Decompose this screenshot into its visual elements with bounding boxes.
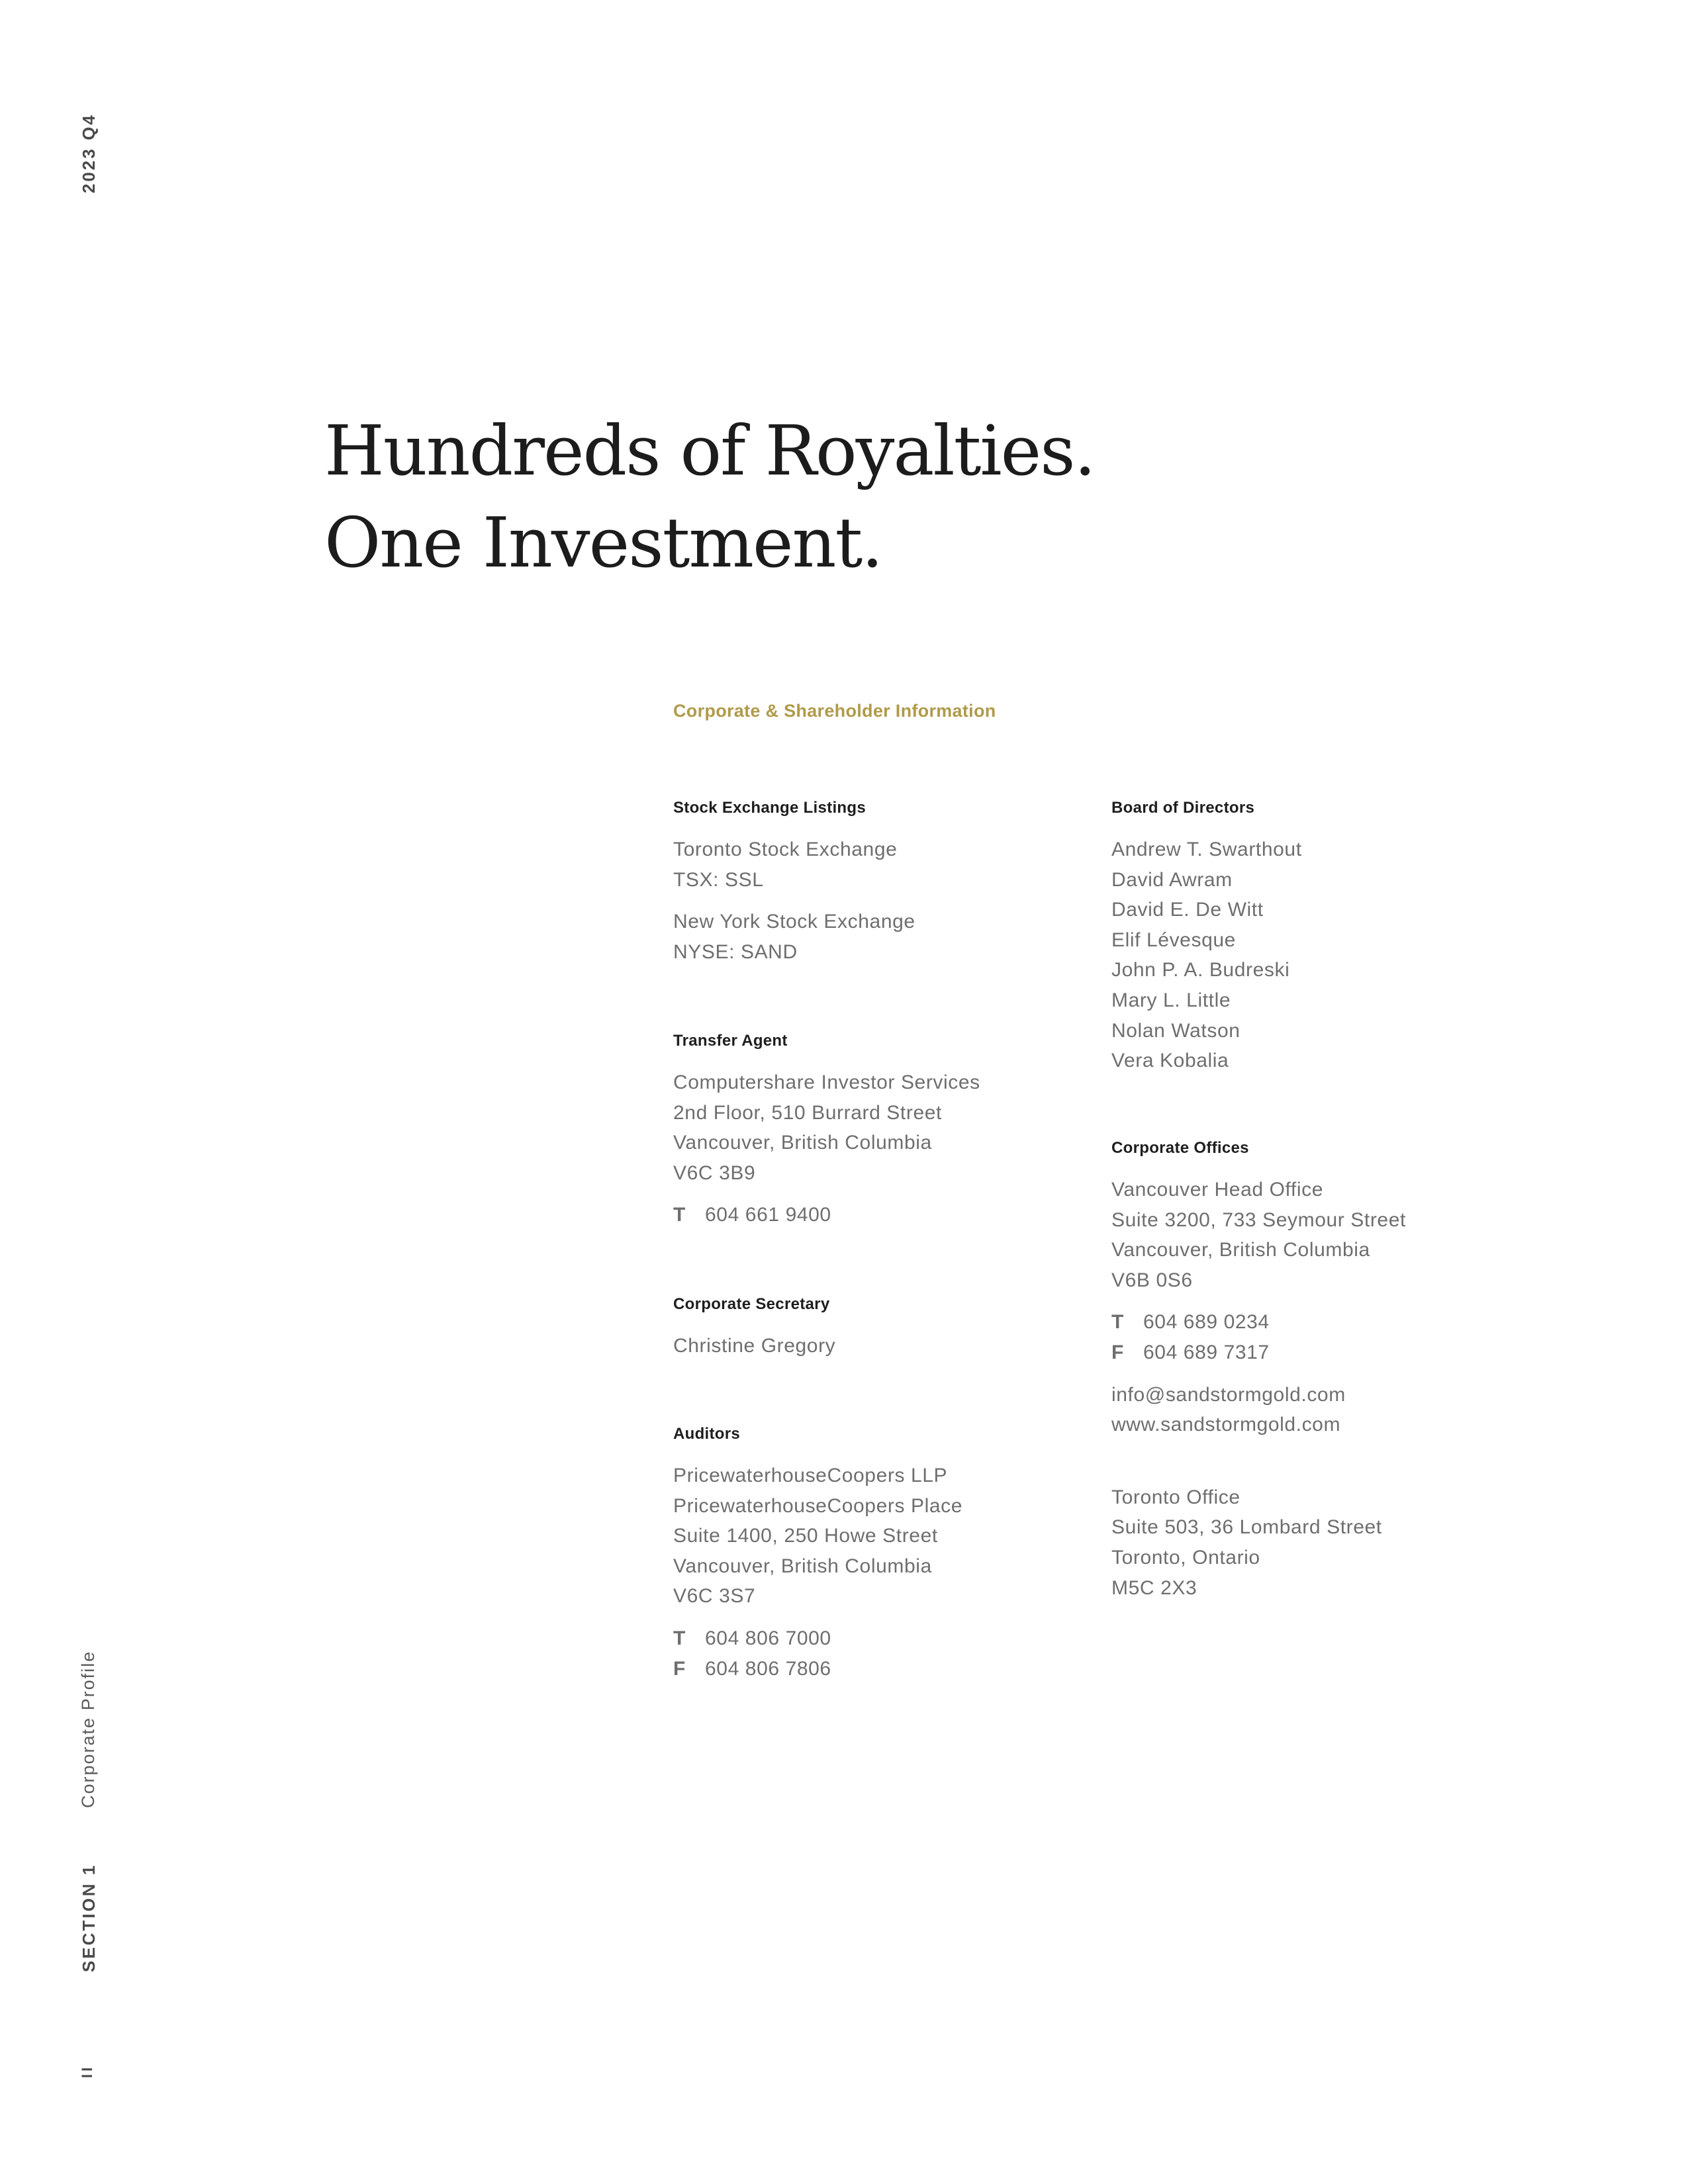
- address-line: PricewaterhouseCoopers Place: [673, 1494, 963, 1517]
- phone-label: T: [673, 1627, 686, 1649]
- page-headline: [324, 405, 1095, 589]
- fax-row: [673, 1654, 962, 1684]
- block-heading: Transfer Agent: [673, 1032, 788, 1050]
- fax-label: F: [673, 1657, 686, 1680]
- address-line: Computershare Investor Services: [673, 1071, 980, 1093]
- address-line: Vancouver, British Columbia: [673, 1555, 932, 1577]
- fax-number: 604 689 7317: [1143, 1341, 1270, 1363]
- phone-number: 604 689 0234: [1143, 1311, 1270, 1334]
- address-line: 2nd Floor, 510 Burrard Street: [673, 1101, 942, 1124]
- section-label: SECTION 1: [79, 1863, 99, 1972]
- secretary-name: Christine Gregory: [673, 1335, 836, 1357]
- corporate-offices: [1111, 1138, 1406, 1603]
- block-heading: Stock Exchange Listings: [673, 799, 866, 817]
- ticker: NYSE: SAND: [673, 940, 798, 963]
- director-name: Elif Lévesque: [1111, 929, 1236, 951]
- director-name: John P. A. Budreski: [1111, 959, 1290, 981]
- phone-number: 604 661 9400: [705, 1204, 831, 1226]
- director-name: David E. De Witt: [1111, 899, 1264, 921]
- board-of-directors: [1111, 798, 1302, 1076]
- exchange-name: Toronto Stock Exchange: [673, 839, 898, 860]
- director-name: Andrew T. Swarthout: [1111, 839, 1302, 860]
- office-line: V6B 0S6: [1111, 1269, 1193, 1291]
- office-line: Toronto Office: [1111, 1486, 1241, 1508]
- stock-exchange-listings: [673, 798, 915, 967]
- director-name: Mary L. Little: [1111, 989, 1231, 1011]
- office-line: Vancouver Head Office: [1111, 1179, 1323, 1201]
- transfer-agent: [673, 1031, 980, 1230]
- headline-line-2: One Investment.: [324, 502, 882, 583]
- phone-row: [673, 1623, 962, 1654]
- phone-row: [1111, 1307, 1406, 1338]
- ticker: TSX: SSL: [673, 868, 764, 891]
- email-link[interactable]: info@sandstormgold.com: [1111, 1383, 1346, 1406]
- office-line: M5C 2X3: [1111, 1576, 1197, 1599]
- address-line: V6C 3B9: [673, 1161, 756, 1184]
- block-heading: Corporate Offices: [1111, 1139, 1249, 1157]
- website-link[interactable]: www.sandstormgold.com: [1111, 1414, 1341, 1436]
- director-name: Nolan Watson: [1111, 1019, 1241, 1042]
- phone-label: T: [1111, 1311, 1124, 1334]
- address-line: PricewaterhouseCoopers LLP: [673, 1465, 948, 1486]
- office-line: Toronto, Ontario: [1111, 1546, 1260, 1569]
- director-name: Vera Kobalia: [1111, 1050, 1229, 1072]
- block-heading: Board of Directors: [1111, 799, 1255, 817]
- section-title: Corporate & Shareholder Information: [673, 701, 996, 721]
- director-name: David Awram: [1111, 868, 1233, 891]
- address-line: Suite 1400, 250 Howe Street: [673, 1525, 938, 1547]
- phone-label: T: [673, 1204, 686, 1226]
- fax-number: 604 806 7806: [705, 1657, 831, 1680]
- corporate-secretary: [673, 1295, 835, 1361]
- block-heading: Corporate Secretary: [673, 1295, 830, 1313]
- fax-label: F: [1111, 1341, 1124, 1363]
- office-line: Vancouver, British Columbia: [1111, 1239, 1370, 1261]
- document-section-name: Corporate Profile: [78, 1650, 98, 1808]
- page-number: II: [79, 2064, 95, 2078]
- phone-row: [673, 1200, 980, 1230]
- exchange-name: New York Stock Exchange: [673, 911, 915, 933]
- office-line: Suite 3200, 733 Seymour Street: [1111, 1208, 1406, 1231]
- address-line: Vancouver, British Columbia: [673, 1132, 932, 1154]
- address-line: V6C 3S7: [673, 1585, 756, 1608]
- office-line: Suite 503, 36 Lombard Street: [1111, 1516, 1382, 1539]
- phone-number: 604 806 7000: [705, 1627, 831, 1649]
- block-heading: Auditors: [673, 1425, 741, 1443]
- headline-line-1: Hundreds of Royalties.: [324, 410, 1095, 491]
- report-period: 2023 Q4: [79, 113, 99, 193]
- fax-row: [1111, 1338, 1406, 1368]
- auditors: [673, 1424, 962, 1684]
